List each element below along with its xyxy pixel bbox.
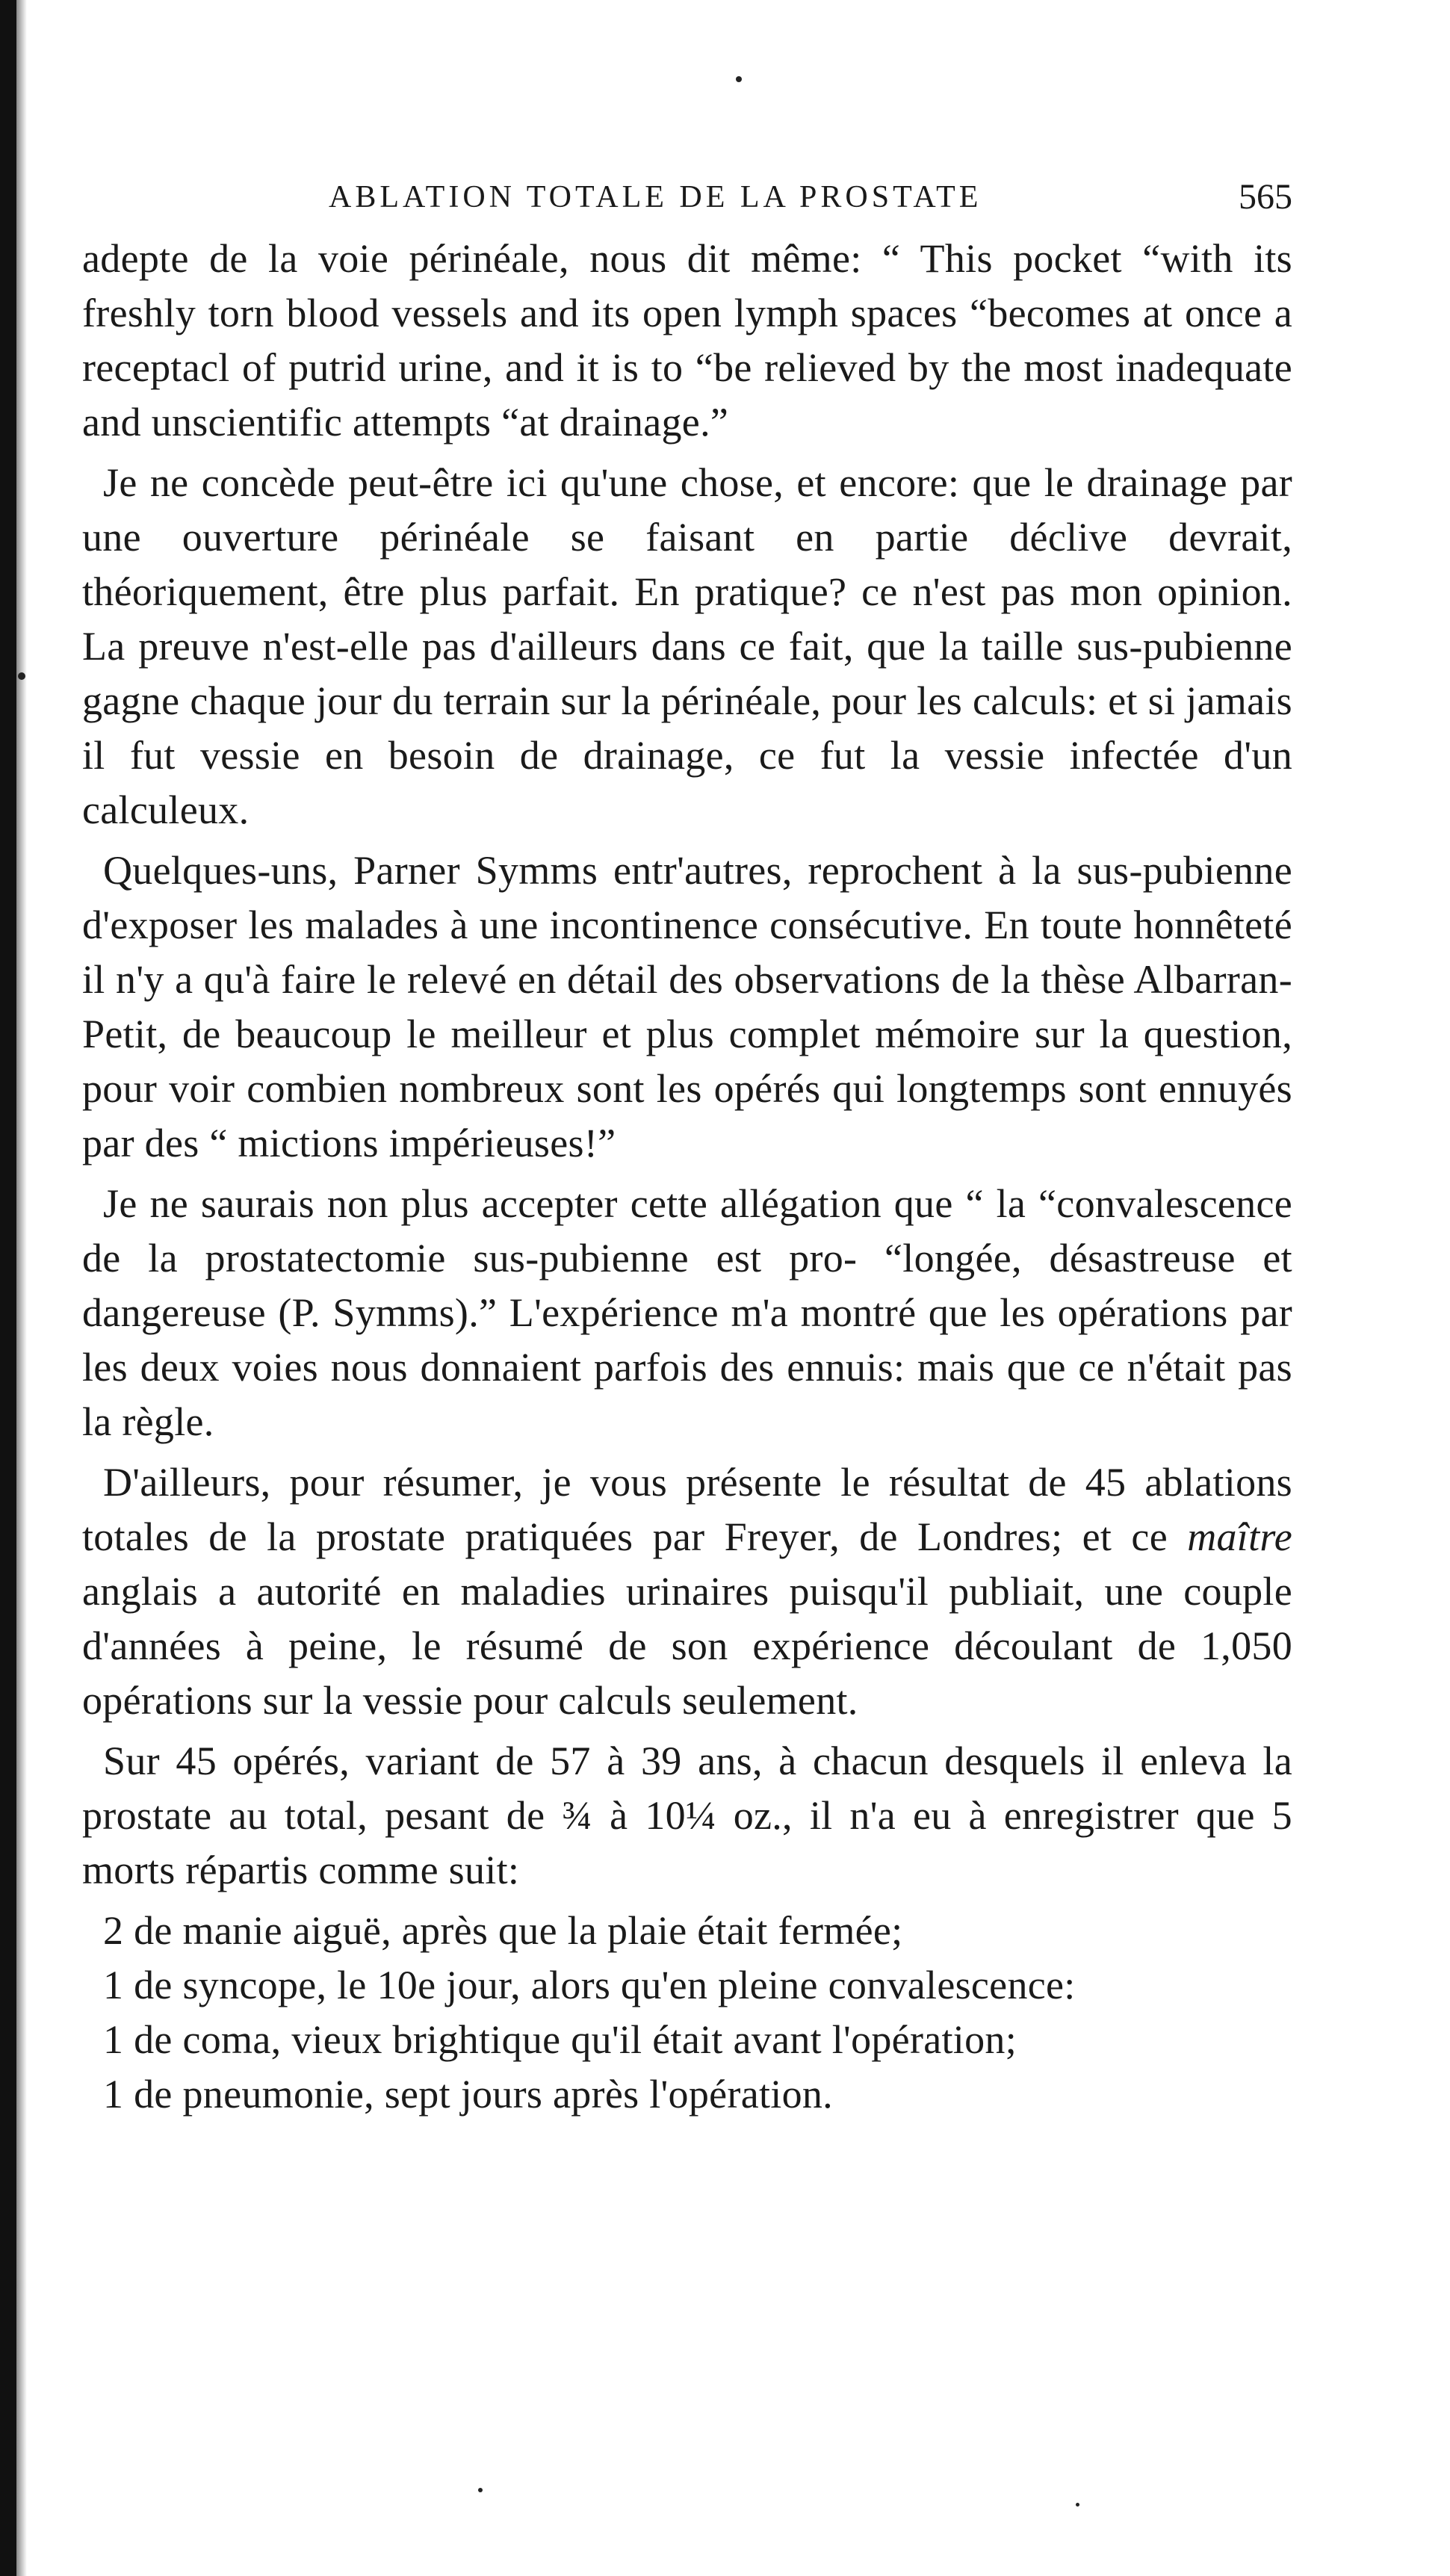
ink-speck <box>18 672 25 680</box>
paragraph-incontinence: Quelques-uns, Parner Symms entr'autres, reprochent à la sus-pubienne d'exposer les malades à une incontinence consécutive. En toute honnêteté il n'y a qu'à faire le relevé en détail des observations de la thèse Albarran-Petit, de beaucoup le meilleur et plus complet mémoire sur la question, pour voir combien nombreux sont les opérés qui longtemps sont ennuyés par des “ mictions impérieuses!” <box>82 848 1292 1165</box>
running-head-title: ABLATION TOTALE DE LA PROSTATE <box>329 180 982 214</box>
paragraph-drainage: Je ne concède peut-être ici qu'une chose, et encore: que le drainage par une ouverture périnéale se faisant en partie déclive devrait, théoriquement, être plus parfait. En pratique? ce n'est pas mon opinion. La preuve n'est-elle pas d'ailleurs dans ce fait, que la taille sus-pubienne gagne chaque jour du terrain sur la périnéale, pour les calculs: et si jamais il fut vessie en besoin de drainage, ce fut la vessie infectée d'un calculeux. <box>82 460 1292 832</box>
paragraph-freyer-results <box>82 1455 1292 1728</box>
death-list-item: 1 de coma, vieux brightique qu'il était avant l'opération; <box>103 2017 1017 2062</box>
death-list-item: 1 de pneumonie, sept jours après l'opération. <box>103 2072 833 2117</box>
binding-shadow <box>16 0 27 2576</box>
freyer-italic-word: maître <box>1187 1514 1292 1559</box>
freyer-text-start: D'ailleurs, pour résumer, je vous présente le résultat de 45 ablations totales de la prostate pratiquées par Freyer, de Londres; et ce <box>82 1460 1292 1559</box>
death-list-item: 1 de syncope, le 10e jour, alors qu'en pleine convalescence: <box>103 1963 1076 2007</box>
paragraph-operated-count: Sur 45 opérés, variant de 57 à 39 ans, à chacun desquels il enleva la prostate au total, pesant de ¾ à 10¼ oz., il n'a eu à enregistrer que 5 morts répartis comme suit: <box>82 1739 1292 1892</box>
death-list <box>82 1904 1292 2122</box>
paragraph-quote-continuation: adepte de la voie périnéale, nous dit même: “ This pocket “with its freshly torn blood vessels and its open lymph spaces “becomes at once a receptacl of putrid urine, and it is to “be relieved by the most inadequate and unscientific attempts “at drainage.” <box>82 236 1292 445</box>
freyer-text-end: anglais a autorité en maladies urinaires puisqu'il publiait, une couple d'années à peine, le résumé de son expérience découlant de 1,050 opérations sur la vessie pour calculs seulement. <box>82 1569 1292 1723</box>
page-number: 565 <box>1239 177 1292 217</box>
death-list-item: 2 de manie aiguë, après que la plaie était fermée; <box>103 1908 903 1953</box>
body-text <box>82 232 1292 2122</box>
running-head <box>82 164 1292 232</box>
ink-speck <box>1076 2503 1079 2507</box>
paragraph-convalescence: Je ne saurais non plus accepter cette allégation que “ la “convalescence de la prostatectomie sus-pubienne est pro- “longée, désastreuse et dangereuse (P. Symms).” L'expérience m'a montré que les opérations par les deux voies nous donnaient parfois des ennuis: mais que ce n'était pas la règle. <box>82 1181 1292 1444</box>
book-page <box>82 164 1292 2122</box>
ink-speck <box>478 2488 483 2492</box>
binding-edge <box>0 0 16 2576</box>
ink-speck <box>736 76 742 82</box>
